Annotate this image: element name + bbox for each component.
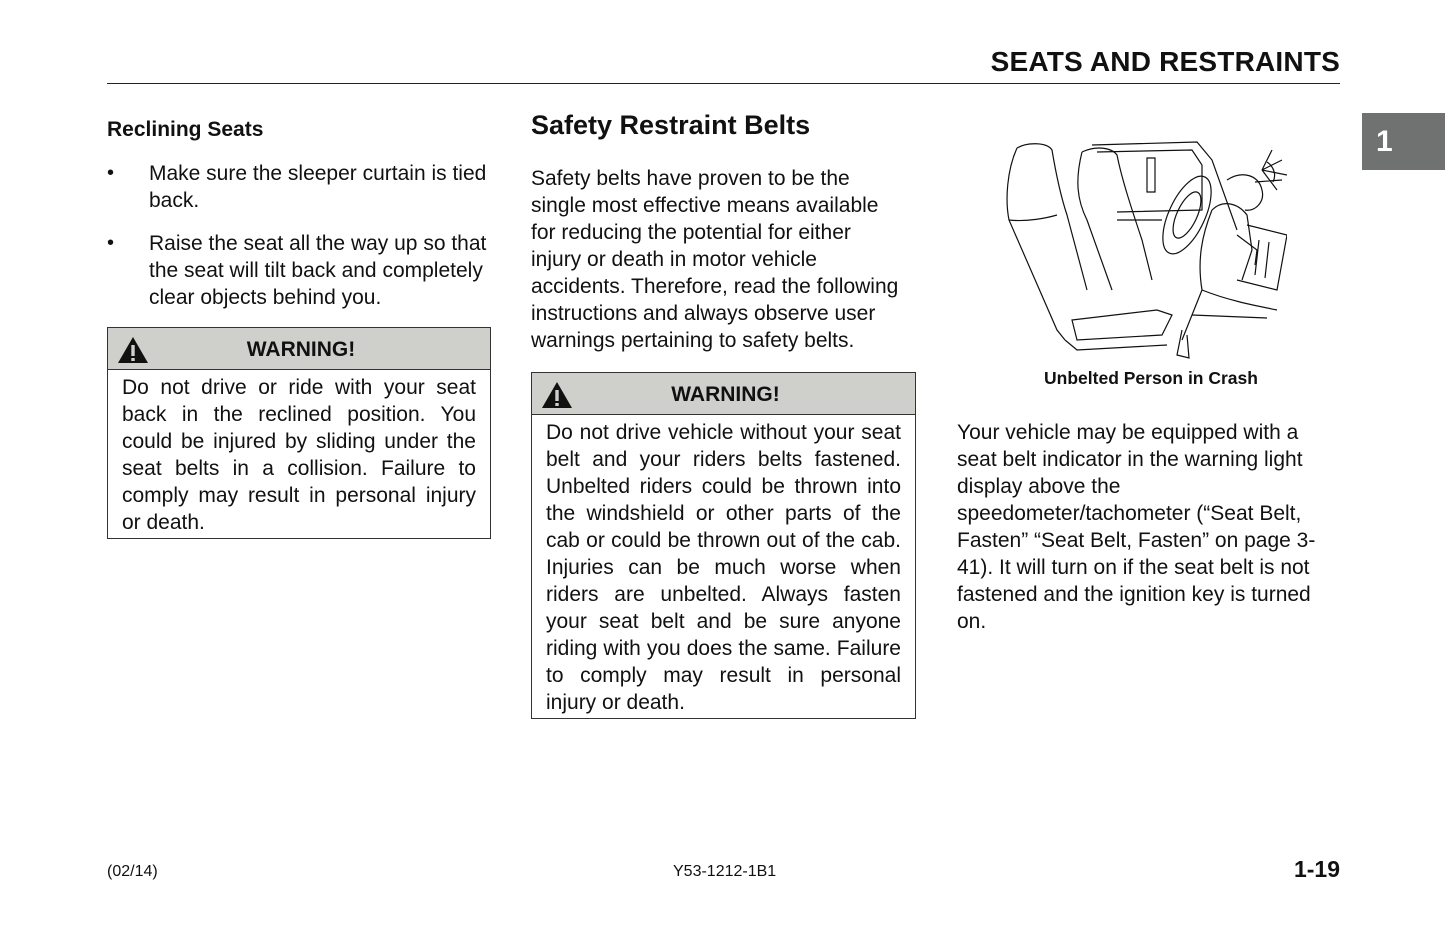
seat-belt-indicator-section <box>957 140 1341 635</box>
safety-belts-intro: Safety belts have proven to be the single most effective means available for reducing the potential for either injury or death in motor vehicle accidents. Therefore, read the following instructions and always observe user warnings pertaining to safety belts. <box>531 167 899 352</box>
warning-box-reclining <box>107 327 491 539</box>
bullet-icon: • <box>107 162 115 184</box>
figure-caption: Unbelted Person in Crash <box>1044 368 1258 388</box>
reclining-seats-heading: Reclining Seats <box>107 118 264 141</box>
unbelted-person-crash-illustration <box>997 140 1287 362</box>
section-title: SEATS AND RESTRAINTS <box>990 46 1340 77</box>
warning-header <box>532 373 915 415</box>
list-item: • Raise the seat all the way up so that the seat will tilt back and completely clear objects behind you. <box>107 232 487 309</box>
warning-header <box>108 328 490 370</box>
safety-belts-heading: Safety Restraint Belts <box>531 110 811 140</box>
page-number: 1-19 <box>1293 856 1340 882</box>
revision-date: (02/14) <box>107 863 158 880</box>
warning-title: WARNING! <box>671 383 780 406</box>
crash-illustration-figure <box>957 140 1341 389</box>
reclining-seats-list <box>107 160 491 311</box>
seat-belt-indicator-paragraph: Your vehicle may be equipped with a seat belt indicator in the warning light display above the speedometer/tachometer (“Seat Belt, Fasten” “Seat Belt, Fasten” on page 3-41). It will turn on if the seat belt is not fastened and the ignition key is turned on. <box>957 421 1316 633</box>
warning-text: Do not drive vehicle without your seat belt and your riders belts fastened. Unbelted riders could be thrown into the windshield or other parts of the cab or could be thrown out of the cab. Injuries can be much worse when riders are unbelted. Always fasten your seat belt and be sure anyone riding with you does the same. Failure to comply may result in personal injury or death. <box>546 421 901 714</box>
chapter-tab: 1 <box>1362 113 1445 170</box>
safety-belts-section <box>531 110 916 719</box>
header-divider <box>107 83 1340 84</box>
warning-title: WARNING! <box>246 338 356 361</box>
warning-box-seatbelt <box>531 372 916 719</box>
list-item: • Make sure the sleeper curtain is tied back. <box>107 162 487 212</box>
reclining-seats-section <box>107 115 491 539</box>
warning-text: Do not drive or ride with your seat back in the reclined position. You could be injured by sliding under the seat belts in a collision. Failure to comply may result in personal injury or death. <box>122 376 476 534</box>
document-code: Y53-1212-1B1 <box>673 863 777 880</box>
bullet-icon: • <box>107 232 115 254</box>
